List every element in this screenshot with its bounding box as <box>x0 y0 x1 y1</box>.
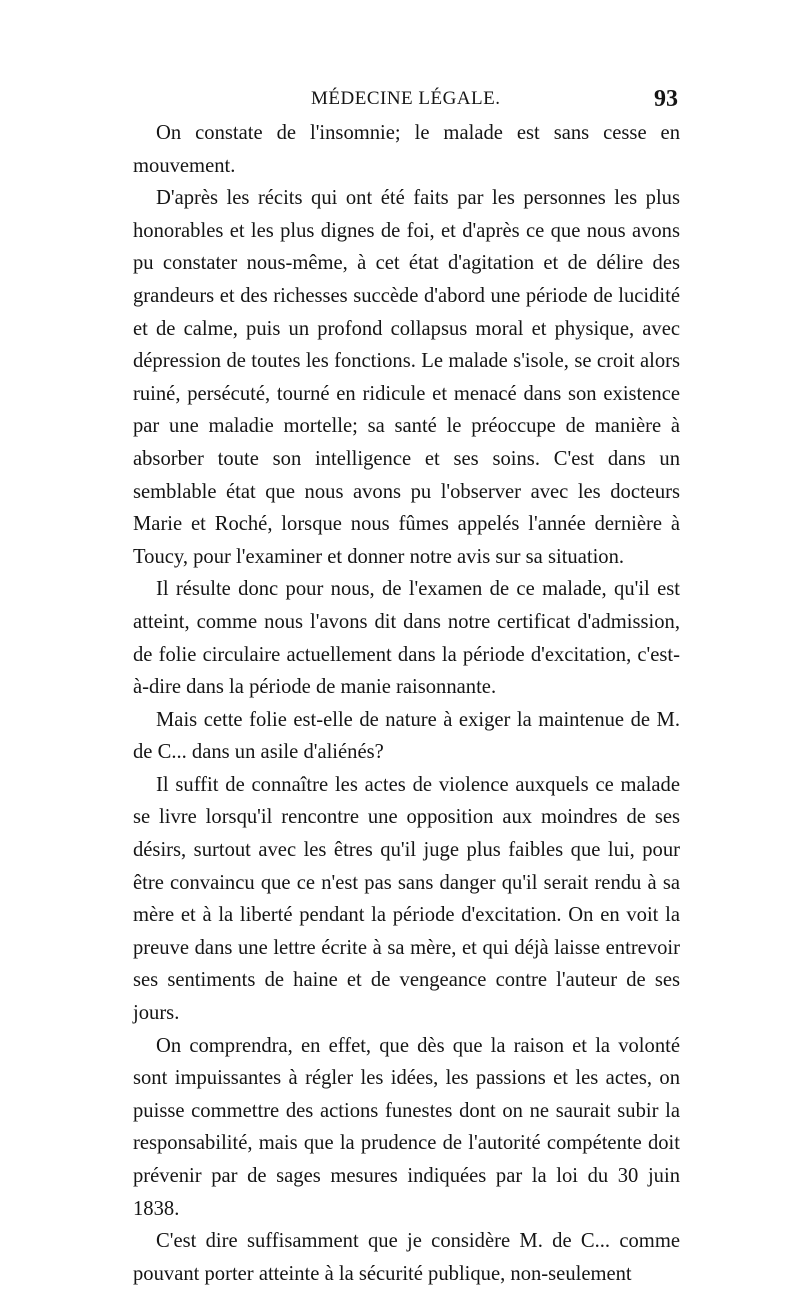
page-header <box>133 88 680 118</box>
paragraph: C'est dire suffisamment que je considère M. de C... comme pouvant porter atteinte à la sécurité publique, non-seulement <box>133 1230 680 1285</box>
paragraph: Mais cette folie est-elle de nature à exiger la maintenue de M. de C... dans un asile d'aliénés? <box>133 708 680 764</box>
body-text <box>133 117 680 1290</box>
paragraph: On constate de l'insomnie; le malade est sans cesse en mouvement. <box>133 122 680 177</box>
paragraph: On comprendra, en effet, que dès que la raison et la volonté sont impuissantes à régler les idées, les passions et les actes, on puisse commettre des actions funestes dont on ne saurait subir la responsabilité, mais que la prudence de l'autorité compétente doit prévenir par de sages mesures indiquées par la loi du 30 juin 1838. <box>133 1034 680 1220</box>
paragraph: Il résulte donc pour nous, de l'examen de ce malade, qu'il est atteint, comme nous l'avons dit dans notre certificat d'admission, de folie circulaire actuellement dans la période d'excitation, c'est-à-dire dans la période de manie raisonnante. <box>133 578 680 699</box>
paragraph: D'après les récits qui ont été faits par les personnes les plus honorables et les plus dignes de foi, et d'après ce que nous avons pu constater nous-même, à cet état d'agitation et de délire des grandeurs et des richesses succède d'abord une période de lucidité et de calme, puis un profond collapsus moral et physique, avec dépression de toutes les fonctions. Le malade s'isole, se croit alors ruiné, persécuté, tourné en ridicule et menacé dans son existence par une maladie mortelle; sa santé le préoccupe de manière à absorber toute son intelligence et ses soins. C'est dans un semblable état que nous avons pu l'observer avec les docteurs Marie et Roché, lorsque nous fûmes appelés l'année dernière à Toucy, pour l'examiner et donner notre avis sur sa situation. <box>133 187 680 568</box>
running-title: MÉDECINE LÉGALE. <box>311 88 501 109</box>
paragraph: Il suffit de connaître les actes de violence auxquels ce malade se livre lorsqu'il rencontre une opposition aux moindres de ses désirs, surtout avec les êtres qu'il juge plus faibles que lui, pour être convaincu que ce n'est pas sans danger qu'il serait rendu à sa mère et à la liberté pendant la période d'excitation. On en voit la preuve dans une lettre écrite à sa mère, et qui déjà laisse entrevoir ses sentiments de haine et de vengeance contre l'auteur de ses jours. <box>133 773 680 1025</box>
page-number: 93 <box>654 86 678 112</box>
